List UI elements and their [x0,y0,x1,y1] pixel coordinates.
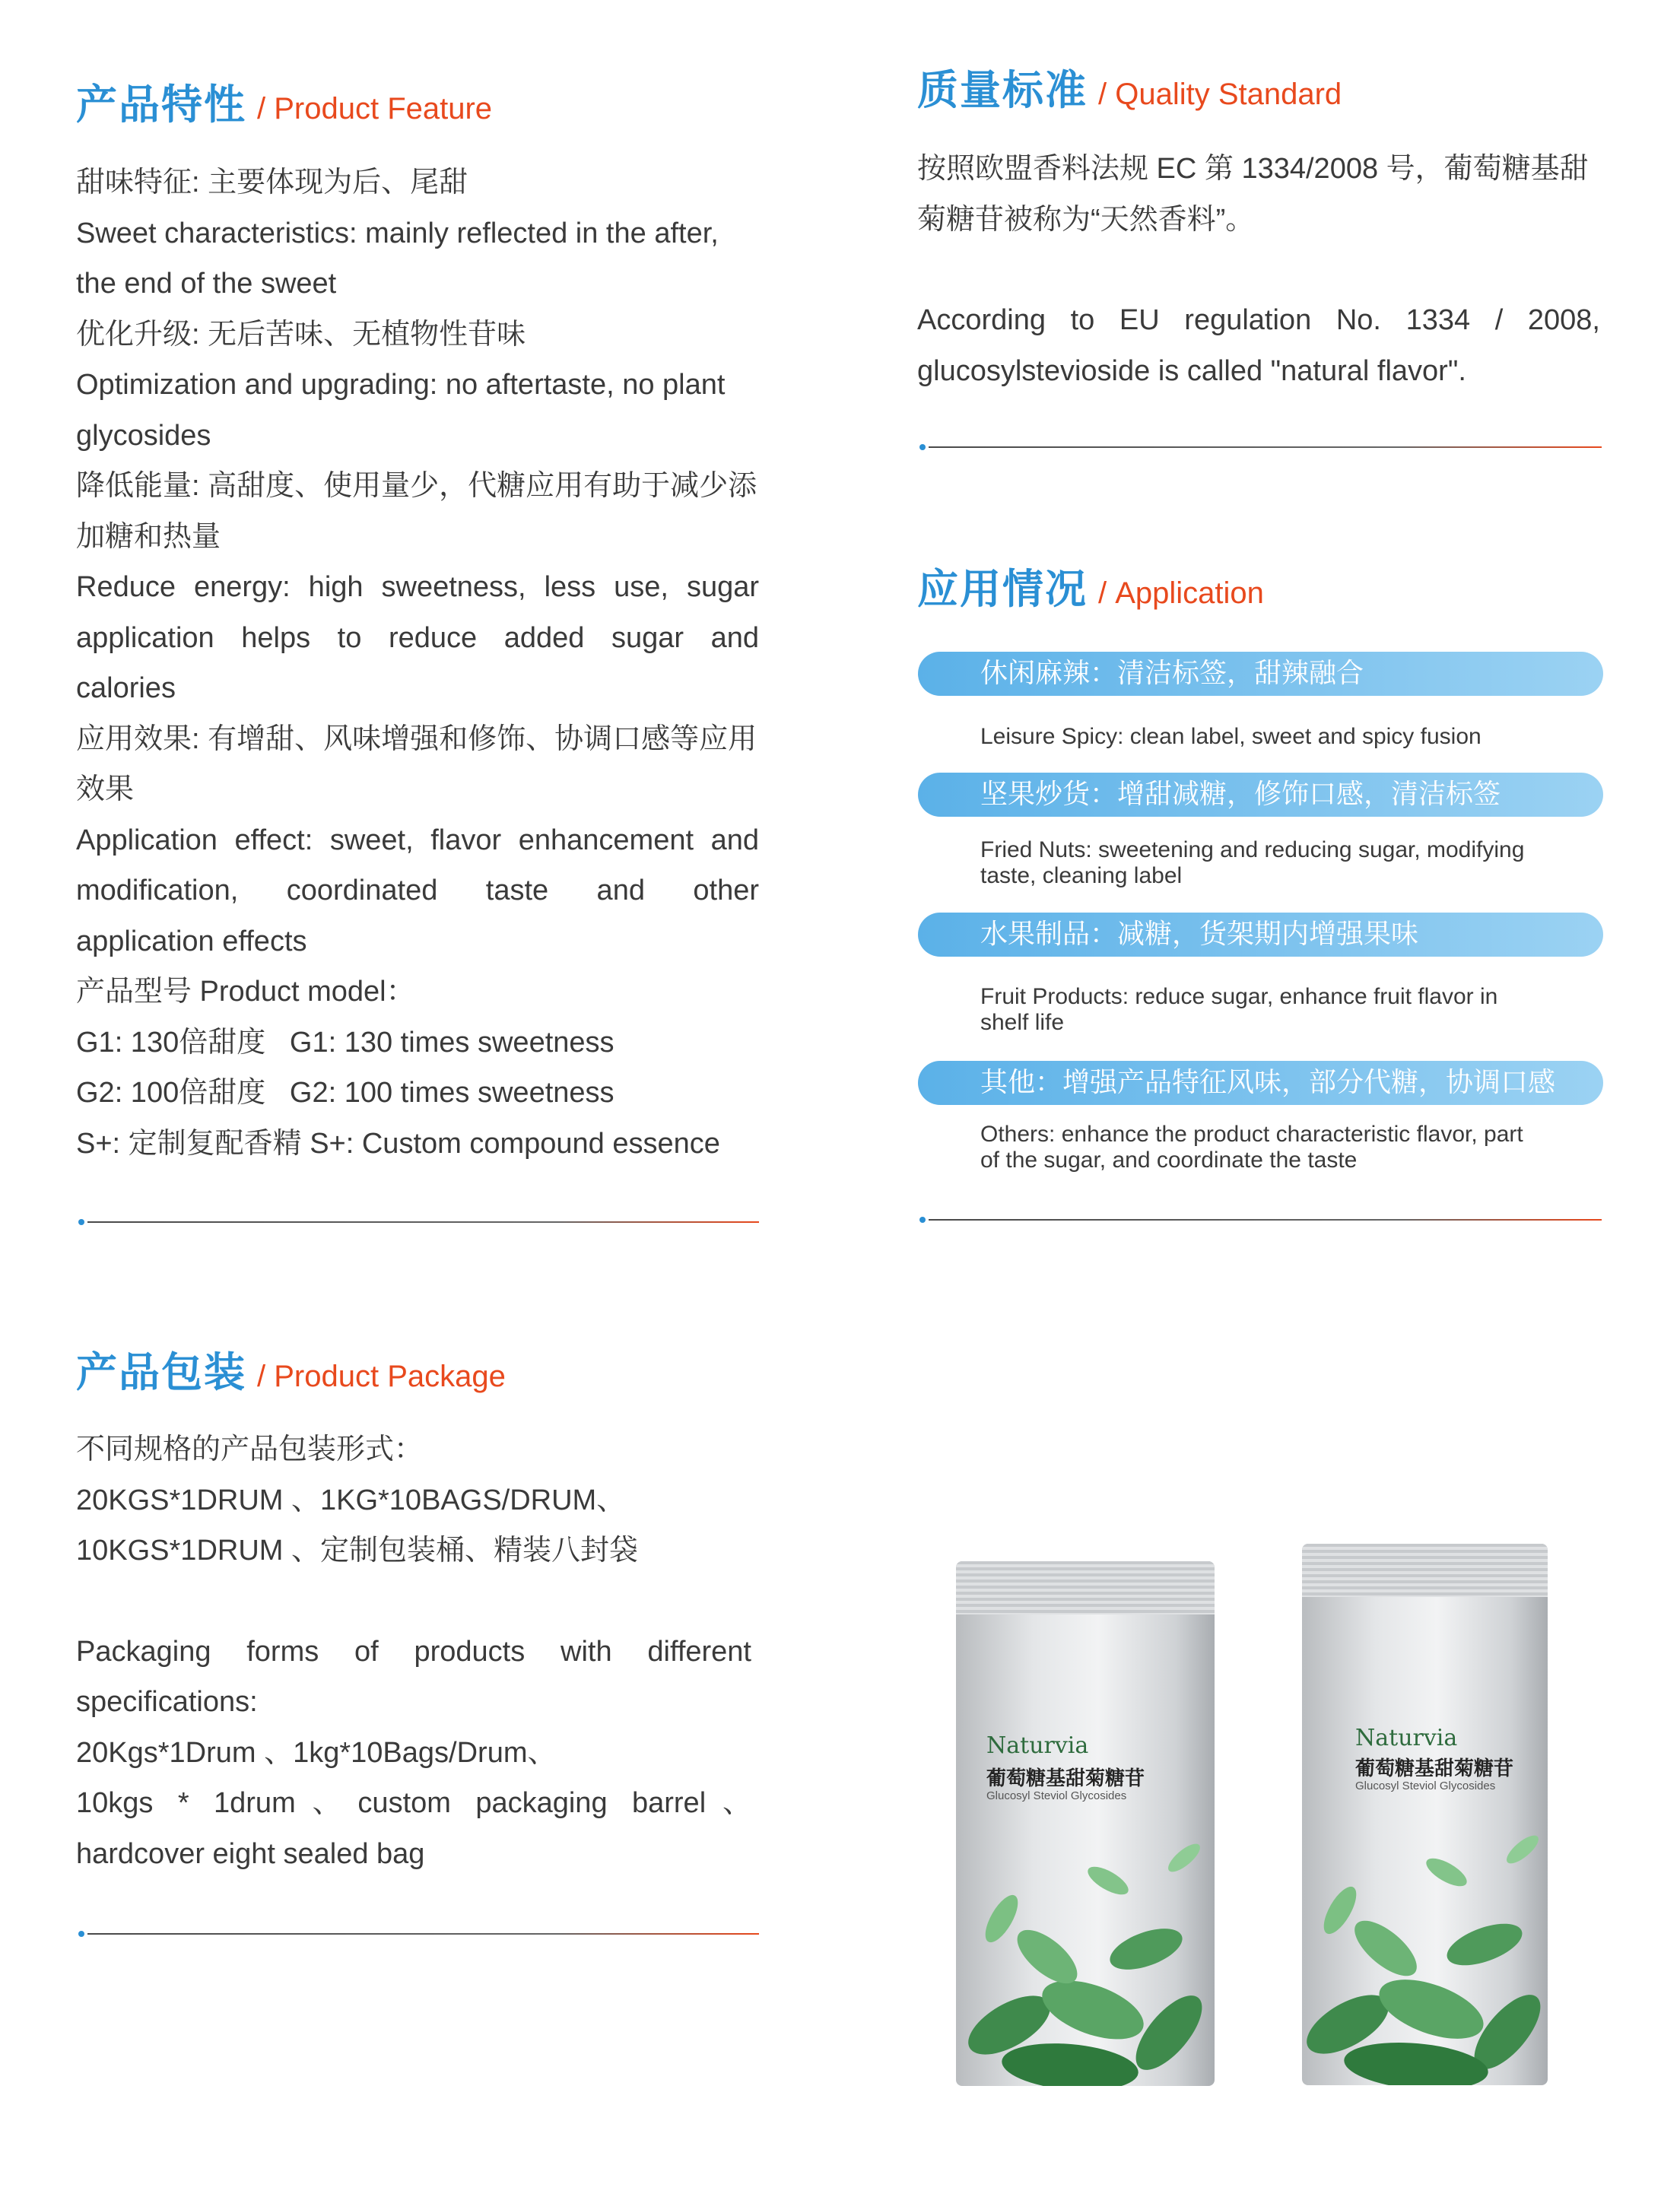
package-text [76,1424,751,1879]
quality-title-zh: 质量标准 [917,66,1088,114]
feature-title-zh: 产品特性 [76,81,246,129]
package-line-zh: 10KGS*1DRUM 、定制包装桶、精装八封袋 [76,1535,638,1567]
feature-line: S+: 定制复配香精 S+: Custom compound essence [76,1127,720,1160]
leaf-pattern-icon [1302,1751,1548,2085]
package-divider [78,1933,759,1935]
product-bag-small [956,1561,1215,2086]
feature-heading [76,72,492,131]
feature-line: application helps to reduce added sugar and [76,621,759,654]
quality-divider [919,446,1602,448]
bag-product-name: 葡萄糖基甜菊糖苷 [986,1767,1145,1790]
leaf-pattern-icon [956,1767,1215,2086]
bag-subtitle: Glucosyl Steviol Glycosides [1355,1780,1496,1792]
feature-text [76,157,759,1169]
quality-title-en: / Quality Standard [1098,78,1342,111]
application-desc: Fried Nuts: sweetening and reducing sugar, modifying taste, cleaning label [980,837,1525,888]
package-title-en: / Product Package [257,1360,506,1393]
feature-line: G1: 130倍甜度 G1: 130 times sweetness [76,1026,615,1059]
application-pill: 坚果炒货：增甜减糖，修饰口感，清洁标签 [918,773,1603,817]
feature-line: 产品型号 Product model： [76,976,415,1008]
bag-brand: Naturvia [1355,1725,1458,1751]
quality-text [917,144,1600,396]
application-pill: 其他：增强产品特征风味，部分代糖，协调口感 [918,1061,1603,1105]
application-heading [917,557,1264,615]
feature-line: Optimization and upgrading: no aftertaste, no plant [76,369,726,401]
bag-brand: Naturvia [986,1732,1089,1759]
application-title-en: / Application [1098,576,1264,610]
feature-line: Sweet characteristics: mainly reflected in the after, [76,217,719,249]
package-line-en: 20Kgs*1Drum 、1kg*10Bags/Drum、 [76,1736,557,1769]
quality-line-en: glucosylstevioside is called "natural flavor". [917,354,1466,387]
quality-line-zh: 菊糖苷被称为“天然香料”。 [917,203,1255,236]
feature-line: 应用效果: 有增甜、风味增强和修饰、协调口感等应用 [76,722,757,755]
feature-line: G2: 100倍甜度 G2: 100 times sweetness [76,1077,615,1109]
quality-line-zh: 按照欧盟香料法规 EC 第 1334/2008 号，葡萄糖基甜 [917,153,1589,185]
package-line-zh: 20KGS*1DRUM 、1KG*10BAGS/DRUM、 [76,1484,626,1516]
feature-line: calories [76,672,176,704]
product-bag-large [1302,1544,1548,2085]
application-desc: Leisure Spicy: clean label, sweet and spicy fusion [980,724,1482,749]
feature-line: 效果 [76,773,135,805]
feature-line: Reduce energy: high sweetness, less use, sugar [76,571,759,603]
feature-line: 加糖和热量 [76,520,221,553]
feature-line: application effects [76,925,307,957]
quality-heading [917,58,1342,116]
package-line-zh: 不同规格的产品包装形式： [76,1433,424,1465]
application-divider [919,1219,1602,1221]
bag-product-name: 葡萄糖基甜菊糖苷 [1355,1757,1514,1780]
package-heading [76,1340,506,1399]
bag-subtitle: Glucosyl Steviol Glycosides [986,1789,1127,1802]
application-desc: Others: enhance the product characteristic flavor, part of the sugar, and coordinate the taste [980,1122,1523,1173]
application-desc: Fruit Products: reduce sugar, enhance fruit flavor in shelf life [980,984,1498,1035]
package-line-en: hardcover eight sealed bag [76,1837,425,1870]
feature-divider [78,1221,759,1223]
feature-line: 甜味特征: 主要体现为后、尾甜 [76,167,468,198]
application-title-zh: 应用情况 [917,565,1088,613]
feature-line: modification, coordinated taste and other [76,875,759,906]
feature-line: Application effect: sweet, flavor enhancement and [76,824,759,856]
feature-line: the end of the sweet [76,268,337,300]
application-pill: 水果制品：减糖，货架期内增强果味 [918,913,1603,957]
feature-line: 降低能量: 高甜度、使用量少，代糖应用有助于减少添 [76,470,757,502]
package-line-en: 10kgs * 1drum、custom packaging barrel、 [76,1787,751,1819]
feature-line: glycosides [76,419,211,452]
feature-title-en: / Product Feature [257,92,493,125]
package-title-zh: 产品包装 [76,1348,246,1396]
application-pill: 休闲麻辣：清洁标签，甜辣融合 [918,652,1603,696]
feature-line: 优化升级: 无后苦味、无植物性苷味 [76,318,526,351]
quality-line-en: According to EU regulation No. 1334 / 2008, [917,304,1600,336]
package-line-en: Packaging forms of products with different [76,1635,751,1668]
package-line-en: specifications: [76,1686,258,1718]
